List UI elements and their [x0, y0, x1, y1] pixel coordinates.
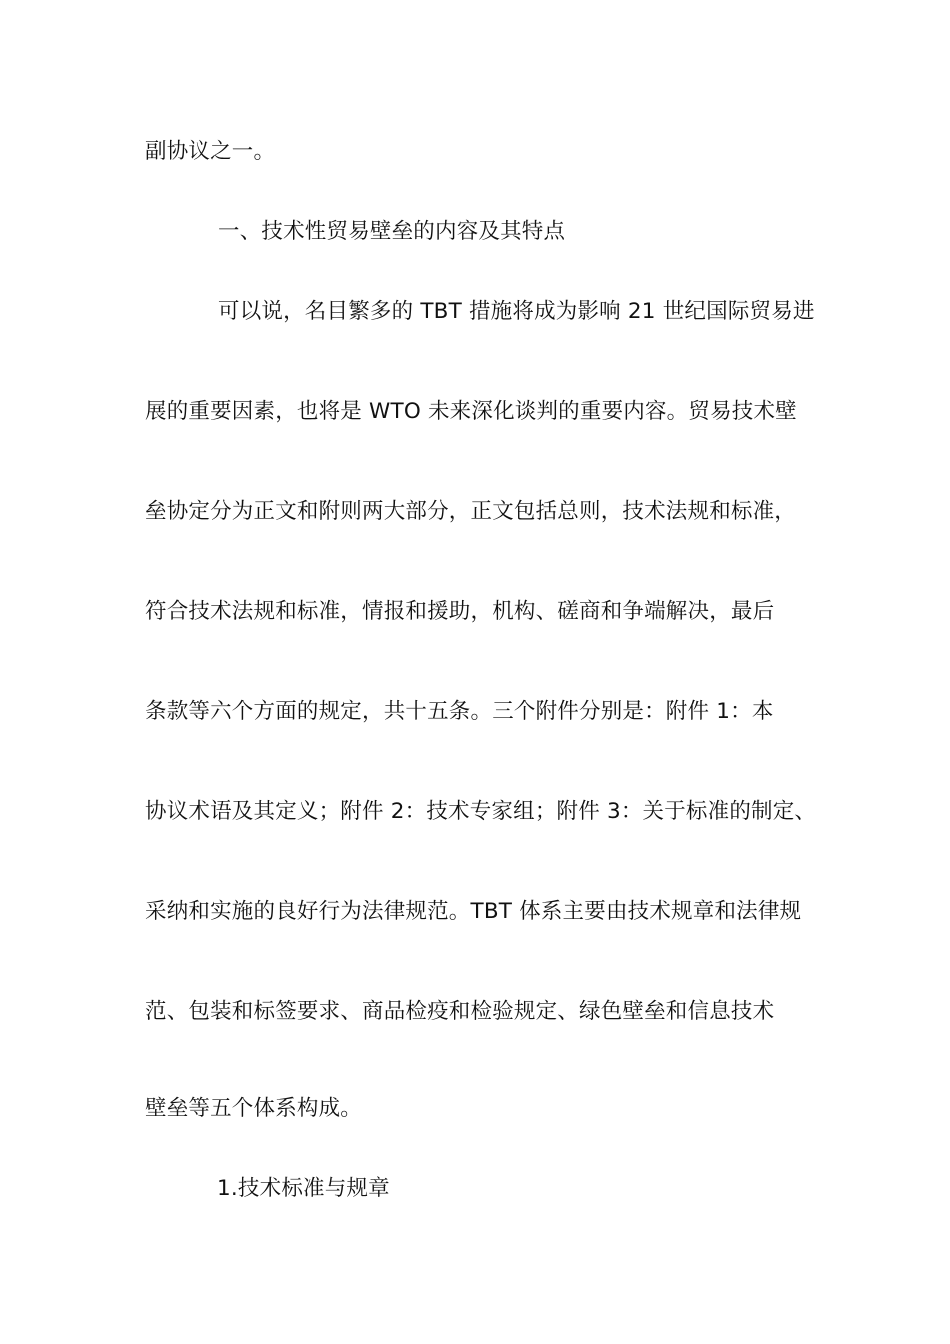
paragraph-line: 符合技术法规和标准，情报和援助，机构、磋商和争端解决，最后 — [145, 599, 775, 624]
paragraph-line-end: 壁垒等五个体系构成。 — [145, 1096, 363, 1121]
paragraph-line: 条款等六个方面的规定，共十五条。三个附件分别是：附件 1：本 — [145, 699, 774, 724]
paragraph-line-continuation: 副协议之一。 — [145, 139, 276, 164]
subsection-heading: 1.技术标准与规章 — [217, 1176, 390, 1201]
paragraph-line: 采纳和实施的良好行为法律规范。TBT 体系主要由技术规章和法律规 — [145, 899, 802, 924]
paragraph-line: 展的重要因素，也将是 WTO 未来深化谈判的重要内容。贸易技术壁 — [145, 399, 797, 424]
paragraph-line: 协议术语及其定义；附件 2：技术专家组；附件 3：关于标准的制定、 — [145, 799, 817, 824]
paragraph-line: 可以说，名目繁多的 TBT 措施将成为影响 21 世纪国际贸易进 — [218, 299, 815, 324]
section-heading: 一、技术性贸易壁垒的内容及其特点 — [218, 219, 566, 244]
paragraph-line: 范、包装和标签要求、商品检疫和检验规定、绿色壁垒和信息技术 — [145, 999, 775, 1024]
paragraph-line: 垒协定分为正文和附则两大部分，正文包括总则，技术法规和标准， — [145, 499, 797, 524]
